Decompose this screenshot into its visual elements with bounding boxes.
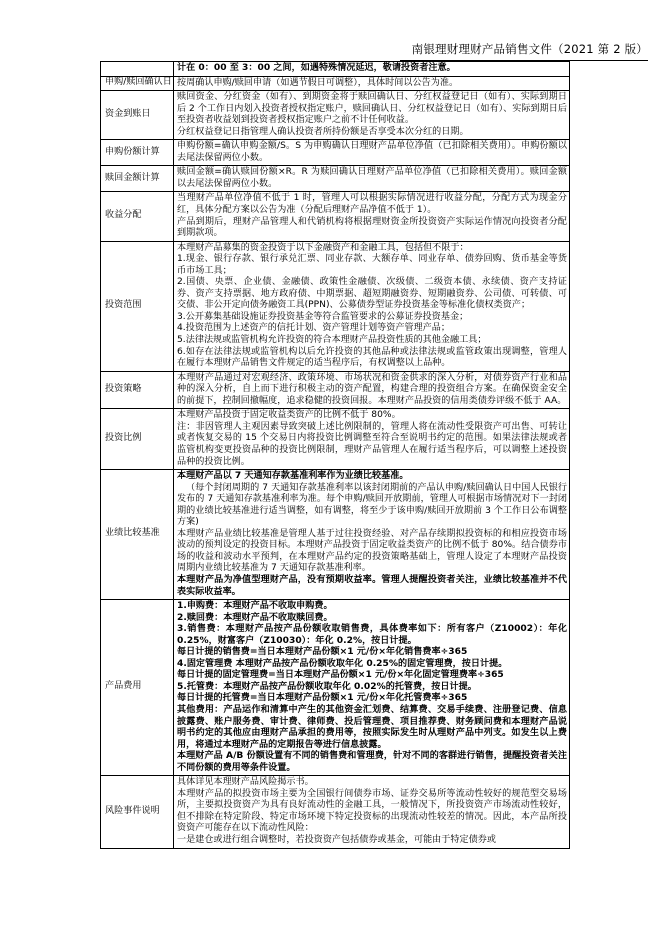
- row-label: 收益分配: [101, 192, 174, 241]
- row-label: 投资比例: [101, 409, 174, 470]
- content-paragraph: 计在 0：00 至 3：00 之间，如遇特殊情况延迟，敬请投资者注意。: [177, 63, 456, 73]
- content-paragraph: 2.国债、央票、企业债、金融债、政策性金融债、次级债、二级资本债、永续债、资产支持证券、资产支持票据、地方政府债、中期票据、超短期融资券、短期融资券、公司债、可转债、可交债、非公开定向债务融资工具(PPN)、公募债券型证券投资基金等标准化债权类资产；: [177, 277, 567, 311]
- row-label: 资金到账日: [101, 91, 174, 140]
- content-paragraph: 本理财产品的拟投资市场主要为全国银行间债券市场、证券交易所等流动性较好的规范型交易场所，主要拟投资资产为具有良好流动性的金融工具，一般情况下，所投资资产市场流动性较好，但不排除在特定阶段、特定市场环境下特定投资标的出现流动性较差的情况。因此，本产品所投资资产可能存在以下流动性风险：: [177, 788, 567, 834]
- row-label: 产品费用: [101, 600, 174, 776]
- content-paragraph: 本理财产品募集的资金投资于以下金融资产和金融工具，包括但不限于：: [177, 242, 469, 253]
- content-paragraph: 3.公开募集基础设施证券投资基金等符合监管要求的公募证券投资基金；: [177, 311, 469, 322]
- table-row: [101, 140, 570, 166]
- table-row: [101, 470, 570, 600]
- row-content: [174, 409, 570, 470]
- row-label: 业绩比较基准: [101, 470, 174, 600]
- row-label: 风险事件说明: [101, 776, 174, 848]
- content-paragraph: 3.销售费：本理财产品按产品份额收取销售费，具体费率如下：所有客户（Z10002）：年化 0.25%，财富客户（Z10030）：年化 0.2%，按日计提。: [177, 624, 567, 646]
- content-paragraph: 赎回金额=确认赎回份额×R。R 为赎回确认日理财产品单位净值（已扣除相关费用）。赎回金额以去尾法保留两位小数。: [177, 167, 567, 189]
- content-paragraph: 产品到期后，理财产品管理人和代销机构将根据理财资金所投资资产实际运作情况向投资者分配到期款项。: [177, 216, 567, 239]
- row-content: [174, 192, 570, 241]
- content-paragraph: 5.托管费：本理财产品按产品份额收取年化 0.02%的托管费，按日计提。: [177, 681, 477, 692]
- content-paragraph: （每个封闭周期的 7 天通知存款基准利率以该封闭期前的产品认申购/赎回确认日中国人民银行发布的 7 天通知存款基准利率为准。每个申购/赎回开放期前，管理人可根据市场情况对下一封闭期的业绩比较基准进行适当调整，如有调整，将至少于该申购/赎回开放期前 3 个工作日公布调整方案): [177, 482, 567, 528]
- content-paragraph: 具体详见本理财产品风险揭示书。: [177, 777, 314, 788]
- content-paragraph: 本理财产品 A/B 份额设置有不同的销售费和管理费，针对不同的客群进行销售，提醒投资者关注不同份额的费用等条件设置。: [177, 751, 567, 773]
- content-paragraph: 每日计提的固定管理费=当日本理财产品份额×1 元/份×年化固定管理费率÷365: [177, 670, 504, 681]
- content-paragraph: 申购份额=确认申购金额/S。S 为申购确认日理财产品单位净值（已扣除相关费用）。申购份额以去尾法保留两位小数。: [177, 141, 567, 163]
- content-paragraph: 一是建仓或进行组合调整时，若投资资产包括债券或基金，可能由于特定债券或: [177, 835, 496, 845]
- content-paragraph: 2.赎回费：本理财产品不收取赎回费。: [177, 612, 333, 623]
- content-paragraph: 1.现金、银行存款、银行承兑汇票、同业存款、大额存单、同业存单、债券回购、货币基金等货币市场工具；: [177, 254, 567, 276]
- row-content: [174, 600, 570, 776]
- content-paragraph: 本理财产品通过对宏观经济、政策环境、市场状况和资金供求的深入分析，对债券资产行业和品种的深入分析，自上而下进行积极主动的资产配置，构建合理的投资组合方案。在确保资金安全的前提下，控制回撤幅度，追求稳健的投资回报。本理财产品投资的信用类债券评级不低于 AA。: [177, 372, 567, 406]
- row-content: [174, 62, 570, 77]
- content-paragraph: 1.申购费：本理财产品不收取申购费。: [177, 601, 333, 612]
- table-row: [101, 166, 570, 192]
- content-paragraph: 本理财产品业绩比较基准是管理人基于过往投资经验、对产品存续期拟投资标的和相应投资市场波动的预判设定的投资目标。本理财产品投资于固定收益类资产的比例不低于 80%。结合债券市场的收益和波动水平预判，在本理财产品约定的投资策略基础上，管理人设定了本理财产品投资周期内业绩比较基准为 7 天通知存款基准利率。: [177, 528, 567, 574]
- row-label: 投资范围: [101, 241, 174, 371]
- content-paragraph: 4.投资范围为上述资产的信托计划、资产管理计划等资产管理产品；: [177, 323, 451, 334]
- content-paragraph: 当理财产品单位净值不低于 1 时，管理人可以根据实际情况进行收益分配，分配方式为现金分红，具体分配方案以公告为准（分配后理财产品净值不低于 1）。: [177, 193, 567, 216]
- row-content: [174, 76, 570, 91]
- table-row: [101, 192, 570, 241]
- page-header-title: 南银理财理财产品销售文件（2021 第 2 版）: [411, 42, 648, 56]
- row-content: [174, 140, 570, 166]
- content-paragraph: 每日计提的销售费=当日本理财产品份额×1 元/份×年化销售费率÷365: [177, 647, 468, 658]
- row-label: 赎回金额计算: [101, 166, 174, 192]
- content-paragraph: 4.固定管理费 本理财产品按产品份额收取年化 0.25%的固定管理费，按日计提。: [177, 658, 508, 669]
- table-body: [101, 62, 570, 849]
- row-content: [174, 166, 570, 192]
- table-row: [101, 76, 570, 91]
- table-row: [101, 409, 570, 470]
- row-label: 申购份额计算: [101, 140, 174, 166]
- content-paragraph: 本理财产品投资于固定收益类资产的比例不低于 80%。: [177, 410, 401, 421]
- content-paragraph: 注：非因管理人主观因素导致突破上述比例限制的，管理人将在流动性受限资产可出售、可转让或者恢复交易的 15 个交易日内将投资比例调整至符合至说明书约定的范围。如果法律法规或者监管机构变更投资品种的投资比例限制，理财产品管理人在履行适当程序后，可以调整上述投资品种的投资比例。: [177, 421, 567, 467]
- content-paragraph: 其他费用：产品运作和清算中产生的其他资金汇划费、结算费、交易手续费、注册登记费、信息披露费、账户服务费、审计费、律师费、投后管理费、项目推荐费、财务顾问费和本理财产品说明书约定的其他应由理财产品承担的费用等，按照实际发生时从理财产品中列支。如发生以上费用，将通过本理财产品的定期报告等进行信息披露。: [177, 704, 567, 750]
- content-paragraph: 分红权益登记日指管理人确认投资者所持份额是否享受本次分红的日期。: [177, 126, 469, 137]
- content-paragraph: 赎回资金、分红资金（如有）、到期资金将于赎回确认日、分红权益登记日（如有）、实际到期日后 2 个工作日内划入投资者授权指定账户，赎回确认日、分红权益登记日（如有）、实际到期日后至投资者收益划到投资者授权指定账户之前不计任何收益。: [177, 92, 567, 126]
- content-paragraph: 按周确认申购/赎回申请（如遇节假日可调整），具体时间以公告为准。: [177, 77, 459, 88]
- content-paragraph: 5.法律法规或监管机构允许投资的符合本理财产品投资性质的其他金融工具；: [177, 335, 487, 346]
- table-row: [101, 371, 570, 409]
- table-row: [101, 241, 570, 371]
- product-terms-table: [100, 61, 570, 849]
- content-paragraph: 每日计提的托管费=当日本理财产品份额×1 元/份×年化托管费率÷365: [177, 693, 468, 704]
- row-content: [174, 470, 570, 600]
- table-row: [101, 600, 570, 776]
- table-row: [101, 776, 570, 848]
- row-content: [174, 776, 570, 848]
- table-row: [101, 91, 570, 140]
- row-content: [174, 91, 570, 140]
- row-content: [174, 371, 570, 409]
- row-label: 投资策略: [101, 371, 174, 409]
- row-content: [174, 241, 570, 371]
- table-row: [101, 62, 570, 77]
- content-paragraph: 本理财产品以 7 天通知存款基准利率作为业绩比较基准。: [177, 471, 409, 482]
- row-label: 申购/赎回确认日: [101, 76, 174, 91]
- content-paragraph: 本理财产品为净值型理财产品，没有预期收益率。管理人提醒投资者关注，业绩比较基准并不代表实际收益率。: [177, 574, 567, 597]
- row-label: [101, 62, 174, 77]
- content-paragraph: 6.如存在法律法规或监管机构以后允许投资的其他品种或法律法规或监管政策出现调整，管理人在履行本理财产品销售文件规定的适当程序后，有权调整以上品种。: [177, 346, 567, 369]
